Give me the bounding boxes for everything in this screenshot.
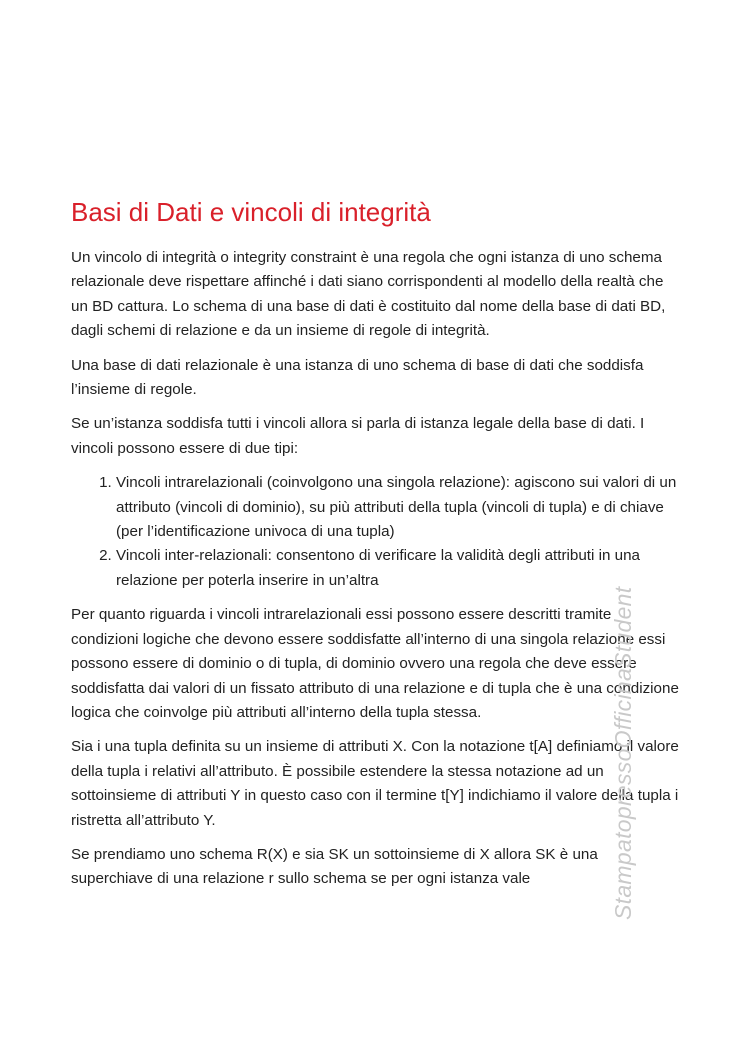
paragraph-2: Una base di dati relazionale è una istanza di uno schema di base di dati che soddisfa l’insieme di regole.: [71, 356, 644, 399]
paragraph-6: Se prendiamo uno schema R(X) e sia SK un sottoinsieme di X allora SK è una superchiave di una relazione r sullo schema se per ogni istanza vale: [71, 845, 598, 888]
vertical-watermark: StampatopressoOfficinaStudent: [610, 586, 636, 920]
list-item: 1. Vincoli intrarelazionali (coinvolgono una singola relazione): agiscono sui valori di un attributo (vincoli di dominio), su più attributi della tupla (vincoli di tupla) e di chiave (per l’identificazione univoca di una tupla): [116, 471, 681, 544]
paragraph-1: Un vincolo di integrità o integrity constraint è una regola che ogni istanza di uno schema relazionale deve rispettare affinché i dati siano corrispondenti al modello della realtà che un BD cattura. Lo schema di una base di dati è costituito dal nome della base di dati BD, dagli schemi di relazione e da un insieme di regole di integrità.: [71, 249, 666, 340]
paragraph-3: Se un’istanza soddisfa tutti i vincoli allora si parla di istanza legale della base di dati. I vincoli possono essere di due tipi:: [71, 415, 645, 457]
constraint-types-list: [71, 471, 681, 593]
paragraph-4: Per quanto riguarda i vincoli intrarelazionali essi possono essere descritti tramite condizioni logiche che devono essere soddisfatte all’interno di una singola relazione essi possono essere di dominio o di tupla, di dominio ovvero una regola che deve essere soddisfatta dai valori di un fissato attributo di una relazione e di tupla che è una condizione logica che coinvolge più attributi all’interno della tupla stessa.: [71, 606, 679, 721]
page-title: Basi di Dati e vincoli di integrità: [71, 197, 431, 227]
document-page: [71, 196, 681, 902]
list-item: 2. Vincoli inter-relazionali: consentono di verificare la validità degli attributi in una relazione per poterla inserire in un’altra: [116, 544, 681, 593]
paragraph-5: Sia i una tupla definita su un insieme di attributi X. Con la notazione t[A] definiamo il valore della tupla i relativi all’attributo. È possibile estendere la stessa notazione ad un sottoinsieme di attributi Y in questo caso con il termine t[Y] indichiamo il valore della tupla i ristretta all’attributo Y.: [71, 738, 679, 829]
